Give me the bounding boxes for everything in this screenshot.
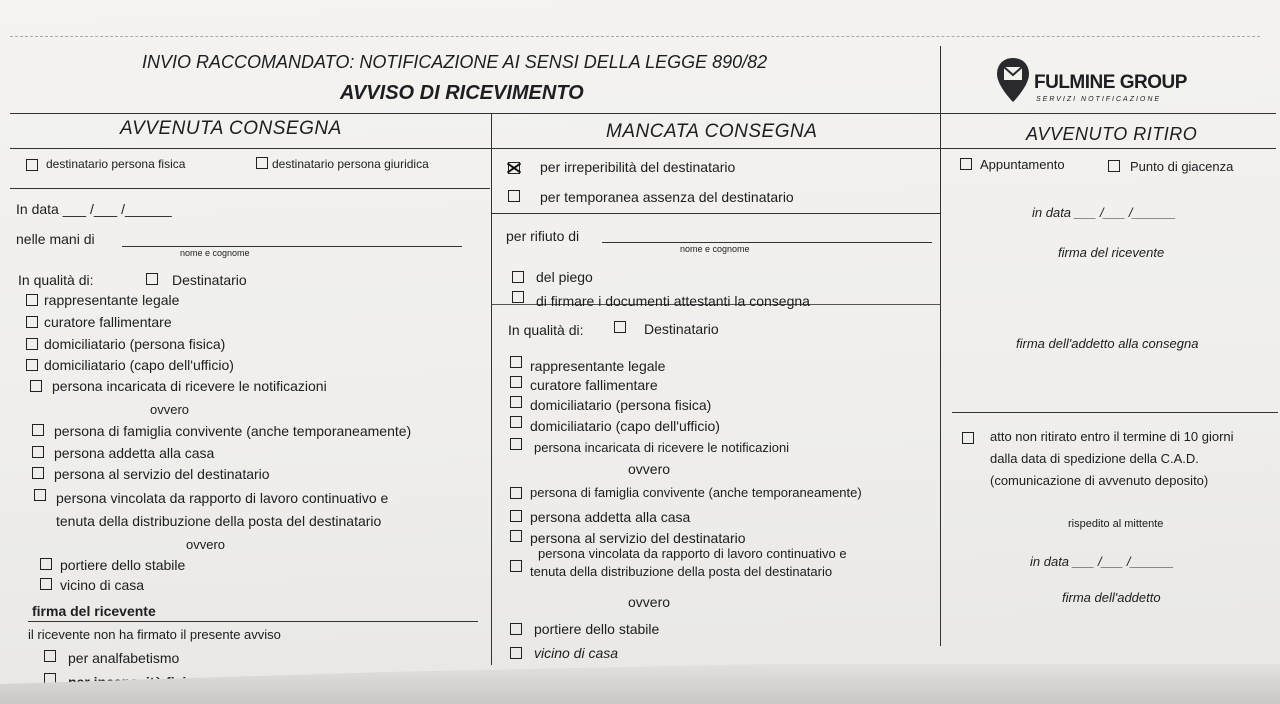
checkbox-del-piego[interactable]	[512, 271, 524, 283]
checkbox-middle-item-4[interactable]	[510, 438, 522, 450]
label-destinatario-fisica: destinatario persona fisica	[46, 157, 186, 171]
label-middle-item-6: persona addetta alla casa	[530, 509, 691, 525]
label-left-item-9: portiere dello stabile	[60, 557, 186, 573]
checkbox-analfabetismo[interactable]	[44, 650, 56, 662]
checkbox-punto-giacenza[interactable]	[1108, 160, 1120, 172]
label-middle-item-0: rappresentante legale	[530, 358, 666, 374]
section-head-divider	[10, 148, 1276, 149]
label-firma-ricevente-right: firma del ricevente	[1058, 245, 1165, 260]
checkbox-atto-non-ritirato[interactable]	[962, 432, 974, 444]
label-analfabetismo: per analfabetismo	[68, 650, 180, 666]
checkbox-left-item-10[interactable]	[40, 578, 52, 590]
checkbox-middle-item-5[interactable]	[510, 487, 522, 499]
label-left-item-8-cont: tenuta della distribuzione della posta del destinatario	[56, 513, 382, 529]
label-left-item-2: domiciliatario (persona fisica)	[44, 336, 226, 352]
caption-nome-cognome-left: nome e cognome	[180, 248, 250, 258]
label-left-item-0: rappresentante legale	[44, 292, 180, 308]
company-logo	[996, 56, 1226, 110]
label-middle-item-8-cont: tenuta della distribuzione della posta del destinatario	[530, 564, 833, 579]
checkbox-middle-item-1[interactable]	[510, 376, 522, 388]
label-in-data: In data ___ /___ /______	[16, 201, 172, 217]
label-destinatario-middle: Destinatario	[644, 321, 719, 337]
label-temporanea-assenza: per temporanea assenza del destinatario	[540, 189, 794, 205]
perforation-line	[10, 36, 1260, 37]
checkbox-middle-item-9[interactable]	[510, 623, 522, 635]
checkbox-middle-item-8[interactable]	[510, 560, 522, 572]
label-middle-item-3: domiciliatario (capo dell'ufficio)	[530, 418, 720, 434]
label-firma-addetto-consegna: firma dell'addetto alla consegna	[1016, 336, 1199, 351]
paper-curl-shadow	[0, 664, 1280, 704]
heading-avvenuta-consegna: AVVENUTA CONSEGNA	[120, 118, 342, 139]
form-subtitle: AVVISO DI RICEVIMENTO	[340, 82, 584, 104]
envelope-pin-icon	[996, 56, 1030, 104]
label-ovvero-middle-2: ovvero	[628, 594, 671, 610]
checkbox-left-item-3[interactable]	[26, 359, 38, 371]
checkbox-destinatario-middle[interactable]	[614, 321, 626, 333]
checkbox-left-item-8[interactable]	[34, 489, 46, 501]
label-left-item-7: persona al servizio del destinatario	[54, 466, 270, 482]
label-ovvero-left-2: ovvero	[186, 537, 226, 552]
label-left-item-8: persona vincolata da rapporto di lavoro continuativo e	[56, 490, 389, 506]
label-in-qualita-di: In qualità di:	[18, 272, 94, 288]
label-punto-giacenza: Punto di giacenza	[1130, 159, 1234, 174]
logo-brand: FULMINE GROUP	[1034, 72, 1187, 93]
label-left-item-10: vicino di casa	[60, 577, 145, 593]
field-nome-cognome-middle[interactable]	[602, 242, 932, 243]
label-ovvero-middle-1: ovvero	[628, 461, 671, 477]
label-atto-non-ritirato-3: (comunicazione di avvenuto deposito)	[990, 473, 1209, 488]
checkbox-destinatario-fisica[interactable]	[26, 159, 38, 171]
label-ovvero-left-1: ovvero	[150, 402, 190, 417]
checkbox-destinatario-left[interactable]	[146, 273, 158, 285]
label-left-item-5: persona di famiglia convivente (anche temporaneamente)	[54, 423, 412, 439]
label-firma-addetto: firma dell'addetto	[1062, 590, 1161, 605]
label-middle-item-7: persona al servizio del destinatario	[530, 530, 746, 546]
label-del-piego: del piego	[536, 269, 593, 285]
label-middle-item-5: persona di famiglia convivente (anche temporaneamente)	[530, 485, 862, 500]
label-left-item-3: domiciliatario (capo dell'ufficio)	[44, 357, 234, 373]
label-in-qualita-di-middle: In qualità di:	[508, 322, 584, 338]
form-title: INVIO RACCOMANDATO: NOTIFICAZIONE AI SENSI DELLA LEGGE 890/82	[142, 52, 768, 72]
heading-mancata-consegna: MANCATA CONSEGNA	[606, 121, 818, 142]
header-divider	[10, 113, 1276, 114]
label-middle-item-1: curatore fallimentare	[530, 377, 658, 393]
label-left-item-6: persona addetta alla casa	[54, 445, 215, 461]
checkbox-left-item-4[interactable]	[30, 380, 42, 392]
middle-row-divider	[492, 213, 940, 214]
checkbox-middle-item-10[interactable]	[510, 647, 522, 659]
logo-tagline: SERVIZI NOTIFICAZIONE	[1036, 96, 1162, 103]
heading-avvenuto-ritiro: AVVENUTO RITIRO	[1026, 124, 1198, 144]
label-appuntamento: Appuntamento	[980, 157, 1065, 172]
checkbox-irreperibilita[interactable]	[508, 162, 520, 174]
checkbox-middle-item-3[interactable]	[510, 416, 522, 428]
field-firma-ricevente[interactable]	[28, 621, 478, 622]
label-irreperibilita: per irreperibilità del destinatario	[540, 159, 736, 175]
label-nelle-mani-di: nelle mani di	[16, 231, 95, 247]
checkbox-middle-item-7[interactable]	[510, 530, 522, 542]
checkbox-middle-item-6[interactable]	[510, 510, 522, 522]
label-middle-item-8: persona vincolata da rapporto di lavoro continuativo e	[538, 546, 847, 561]
label-middle-item-4: persona incaricata di ricevere le notificazioni	[534, 440, 790, 455]
column-divider-2	[940, 46, 941, 646]
label-destinatario-giuridica: destinatario persona giuridica	[272, 157, 429, 171]
label-left-item-4: persona incaricata di ricevere le notificazioni	[52, 378, 327, 394]
label-rispedito-mittente: rispedito al mittente	[1068, 518, 1164, 530]
checkbox-destinatario-giuridica[interactable]	[256, 157, 268, 169]
column-divider-1	[491, 113, 492, 665]
checkbox-left-item-5[interactable]	[32, 424, 44, 436]
label-per-rifiuto-di: per rifiuto di	[506, 228, 580, 244]
label-atto-non-ritirato-2: dalla data di spedizione della C.A.D.	[990, 451, 1199, 466]
checkbox-left-item-9[interactable]	[40, 558, 52, 570]
field-nome-cognome-left[interactable]	[122, 246, 462, 247]
checkbox-temporanea-assenza[interactable]	[508, 190, 520, 202]
label-firma-ricevente: firma del ricevente	[32, 603, 156, 619]
right-row-divider	[952, 412, 1278, 413]
label-destinatario-left: Destinatario	[172, 272, 247, 288]
label-firmare-documenti: di firmare i documenti attestanti la consegna	[536, 293, 810, 309]
label-left-item-1: curatore fallimentare	[44, 314, 172, 330]
checkbox-left-item-2[interactable]	[26, 338, 38, 350]
label-atto-non-ritirato-1: atto non ritirato entro il termine di 10 giorni	[990, 429, 1234, 444]
checkbox-middle-item-0[interactable]	[510, 356, 522, 368]
left-row-divider	[10, 188, 490, 189]
label-middle-item-10: vicino di casa	[534, 645, 619, 661]
label-non-firmato: il ricevente non ha firmato il presente avviso	[28, 627, 281, 642]
checkbox-appuntamento[interactable]	[960, 158, 972, 170]
checkbox-left-item-1[interactable]	[26, 316, 38, 328]
caption-nome-cognome-middle: nome e cognome	[680, 244, 750, 254]
checkbox-left-item-7[interactable]	[32, 467, 44, 479]
checkbox-left-item-0[interactable]	[26, 294, 38, 306]
label-right-in-data-2: in data ___ /___ /______	[1030, 554, 1174, 569]
label-right-in-data: in data ___ /___ /______	[1032, 205, 1176, 220]
label-middle-item-9: portiere dello stabile	[534, 621, 660, 637]
checkbox-firmare-documenti[interactable]	[512, 291, 524, 303]
checkbox-middle-item-2[interactable]	[510, 396, 522, 408]
label-middle-item-2: domiciliatario (persona fisica)	[530, 397, 712, 413]
checkbox-left-item-6[interactable]	[32, 446, 44, 458]
